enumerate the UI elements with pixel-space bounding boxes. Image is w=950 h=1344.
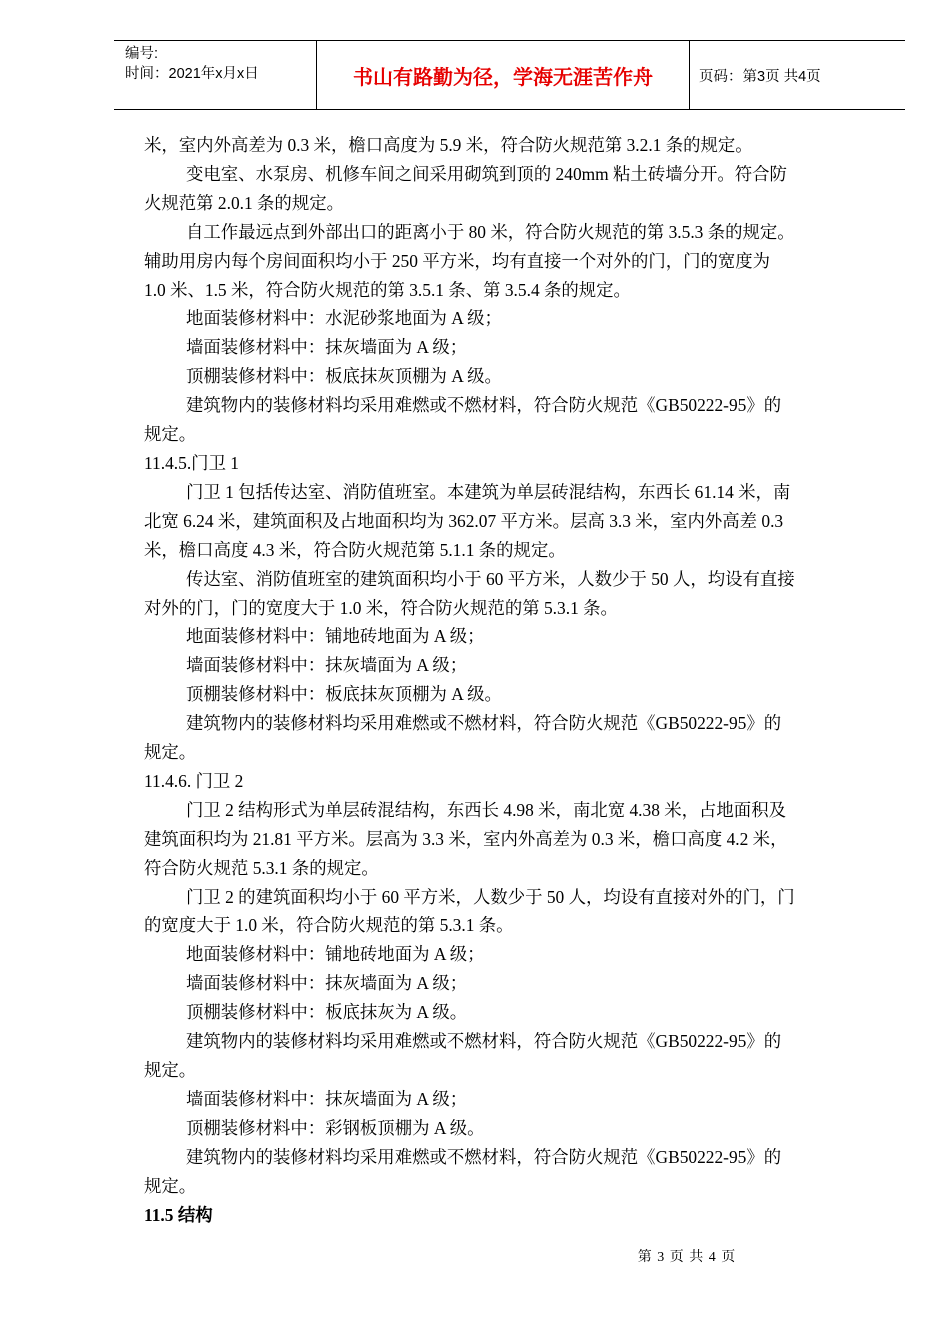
body-line: 建筑物内的装修材料均采用难燃或不燃材料，符合防火规范《GB50222-95》的	[186, 395, 782, 416]
body-line: 火规范第 2.0.1 条的规定。	[144, 192, 344, 213]
body-line: 地面装修材料中：铺地砖地面为 A 级；	[186, 626, 485, 647]
header-motto: 书山有路勤为径，学海无涯苦作舟	[316, 41, 690, 109]
body-line: 米，室内外高差为 0.3 米，檐口高度为 5.9 米，符合防火规范第 3.2.1 条的规定。	[144, 135, 753, 155]
body-line: 建筑物内的装修材料均采用难燃或不燃材料，符合防火规范《GB50222-95》的	[186, 1031, 782, 1052]
header-page-label: 页码：第3页 共4页	[699, 68, 821, 85]
body-line: 墙面装修材料中：抹灰墙面为 A 级；	[186, 973, 468, 994]
body-line: 墙面装修材料中：抹灰墙面为 A 级；	[186, 1088, 468, 1109]
footer-page-number: 第 3 页 共 4 页	[637, 1250, 737, 1265]
body-line: 地面装修材料中：水泥砂浆地面为 A 级；	[186, 308, 502, 329]
body-line: 符合防火规范 5.3.1 条的规定。	[144, 857, 379, 878]
body-line: 建筑物内的装修材料均采用难燃或不燃材料，符合防火规范《GB50222-95》的	[186, 713, 782, 734]
body-line: 自工作最远点到外部出口的距离小于 80 米，符合防火规范的第 3.5.3 条的规定。	[186, 221, 795, 242]
body-line: 规定。	[144, 1175, 197, 1196]
page-footer	[0, 1246, 950, 1266]
page-header	[114, 40, 905, 110]
body-line: 顶棚装修材料中：板底抹灰顶棚为 A 级。	[186, 366, 502, 387]
document-time-label: 时间：2021年x月x日	[125, 66, 259, 82]
document-number-label: 编号:	[125, 46, 159, 62]
section-heading: 11.4.5.门卫 1	[144, 452, 240, 473]
body-line: 地面装修材料中：铺地砖地面为 A 级；	[186, 944, 485, 965]
body-line: 辅助用房内每个房间面积均小于 250 平方米，均有直接一个对外的门，门的宽度为	[144, 250, 771, 271]
section-heading: 11.5 结构	[144, 1204, 213, 1225]
body-line: 顶棚装修材料中：板底抹灰顶棚为 A 级。	[186, 684, 502, 705]
body-line: 墙面装修材料中：抹灰墙面为 A 级；	[186, 655, 468, 676]
body-line: 传达室、消防值班室的建筑面积均小于 60 平方米，人数少于 50 人，均设有直接	[186, 568, 795, 589]
body-line: 北宽 6.24 米，建筑面积及占地面积均为 362.07 平方米。层高 3.3 米，室内外高差 0.3	[144, 510, 784, 531]
body-line: 1.0 米、1.5 米，符合防火规范的第 3.5.1 条、第 3.5.4 条的规定。	[144, 279, 631, 300]
body-line: 顶棚装修材料中：彩钢板顶棚为 A 级。	[186, 1117, 485, 1138]
body-line: 对外的门，门的宽度大于 1.0 米，符合防火规范的第 5.3.1 条。	[144, 597, 618, 618]
body-line: 米，檐口高度 4.3 米，符合防火规范第 5.1.1 条的规定。	[144, 539, 566, 560]
body-line: 顶棚装修材料中：板底抹灰为 A 级。	[186, 1002, 468, 1023]
body-line: 建筑物内的装修材料均采用难燃或不燃材料，符合防火规范《GB50222-95》的	[186, 1146, 782, 1167]
body-line: 门卫 2 的建筑面积均小于 60 平方米，人数少于 50 人，均设有直接对外的门，门	[186, 886, 795, 907]
body-line: 规定。	[144, 1060, 197, 1080]
section-heading: 11.4.6. 门卫 2	[144, 770, 244, 791]
body-line: 规定。	[144, 742, 197, 763]
body-line: 变电室、水泵房、机修车间之间采用砌筑到顶的 240mm 粘土砖墙分开。符合防	[186, 163, 787, 184]
document-body	[144, 131, 874, 1229]
header-meta	[114, 41, 316, 109]
body-line: 规定。	[144, 424, 197, 445]
body-line: 建筑面积均为 21.81 平方米。层高为 3.3 米，室内外高差为 0.3 米，檐口高度 4.2 米，	[144, 828, 788, 849]
body-line: 门卫 1 包括传达室、消防值班室。本建筑为单层砖混结构，东西长 61.14 米，南	[186, 481, 791, 502]
body-line: 墙面装修材料中：抹灰墙面为 A 级；	[186, 337, 468, 358]
body-line: 的宽度大于 1.0 米，符合防火规范的第 5.3.1 条。	[144, 915, 514, 936]
body-line: 门卫 2 结构形式为单层砖混结构，东西长 4.98 米，南北宽 4.38 米，占地面积及	[186, 799, 786, 820]
